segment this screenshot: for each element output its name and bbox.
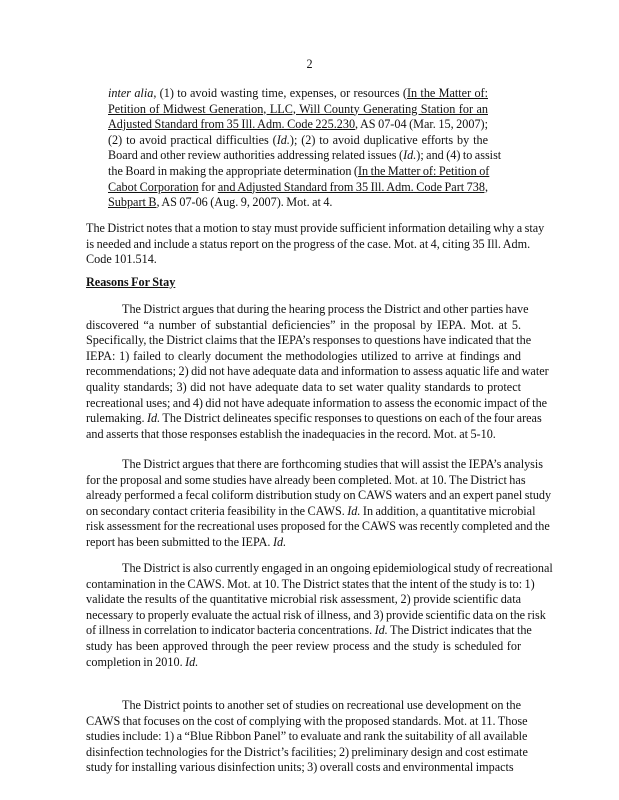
text-line xyxy=(86,535,521,551)
paragraph-cost-studies xyxy=(86,698,528,776)
text-segment: studies include: 1) a “Blue Ribbon Panel” to evaluate and rank the suitability of all available xyxy=(86,729,528,744)
paragraph-epidemiological-study xyxy=(86,561,553,670)
text-segment: Id. xyxy=(185,654,199,669)
text-segment: Id. xyxy=(347,503,361,518)
text-segment: study has been approved through the peer review process and the study is scheduled for xyxy=(86,638,521,653)
text-line xyxy=(108,180,488,196)
text-line xyxy=(86,713,528,730)
text-line xyxy=(86,519,550,535)
text-line xyxy=(86,576,535,593)
text-segment: study for installing various disinfection units; 3) overall costs and environmental impacts xyxy=(86,760,514,775)
text-segment: on secondary contact criteria feasibility in the CAWS. xyxy=(86,503,348,518)
text-line xyxy=(86,221,545,237)
text-segment: of illness in correlation to indicator bacteria concentrations. xyxy=(86,623,375,638)
text-line xyxy=(86,427,521,443)
text-line xyxy=(86,252,521,268)
text-line xyxy=(108,133,488,149)
text-line xyxy=(86,302,529,318)
text-line xyxy=(86,236,531,253)
text-segment: ); (2) to avoid duplicative efforts by the xyxy=(289,132,488,147)
text-segment: contamination in the CAWS. Mot. at 10. The District states that the intent of the study is to: 1) xyxy=(86,576,535,591)
text-segment: IEPA: 1) failed to clearly document the methodologies utilized to arrive at findings and xyxy=(86,348,521,363)
citation-text: Reasons For Stay xyxy=(86,275,176,289)
text-line xyxy=(86,655,521,671)
text-segment: , AS 07-06 (Aug. 9, 2007). Mot. at 4. xyxy=(156,195,333,210)
text-line xyxy=(108,164,488,180)
paragraph-deficiencies xyxy=(86,302,549,442)
text-segment: , (1) to avoid wasting time, expenses, or resources ( xyxy=(153,86,407,100)
text-line xyxy=(86,623,532,639)
text-segment: Id. xyxy=(374,623,388,638)
text-segment: necessary to properly evaluate the actual risk of illness, and 3) provide scientific data on the risk xyxy=(86,607,546,622)
text-segment: The District indicates that the xyxy=(387,623,532,638)
text-line xyxy=(86,318,521,334)
text-segment: the Board in making the appropriate determination ( xyxy=(108,163,358,178)
text-segment: Id. xyxy=(403,148,417,163)
text-segment: The District argues that during the hearing process the District and other parties have xyxy=(122,302,529,316)
text-line xyxy=(108,117,488,133)
text-segment: rulemaking. xyxy=(86,411,147,426)
text-segment: risk assessment for the recreational uses proposed for the CAWS was recently completed and the xyxy=(86,519,550,534)
text-line xyxy=(86,729,528,745)
text-segment: inter alia xyxy=(108,86,154,100)
text-line xyxy=(86,457,544,473)
text-segment: already performed a fecal coliform distribution study on CAWS waters and an expert panel study xyxy=(86,488,552,503)
text-line xyxy=(86,333,532,349)
citation-text: In the Matter of: xyxy=(406,86,488,100)
paragraph-forthcoming-studies xyxy=(86,457,552,551)
text-line xyxy=(86,472,526,489)
paragraph-stay-requirements xyxy=(86,221,545,268)
text-segment: (2) to avoid practical difficulties ( xyxy=(108,132,277,147)
text-line xyxy=(108,195,488,211)
text-line xyxy=(86,395,548,412)
citation-text: In the Matter of: Petition of xyxy=(357,163,490,178)
text-line xyxy=(86,760,521,776)
text-line xyxy=(86,380,521,396)
text-segment: quality standards; 3) did not have adequate data to set water quality standards to protect xyxy=(86,379,521,394)
text-segment: completion in 2010. xyxy=(86,654,186,669)
text-segment: In addition, a quantitative microbial xyxy=(360,503,536,518)
text-segment: validate the results of the quantitative microbial risk assessment, 2) provide scientific data xyxy=(86,592,521,607)
text-line xyxy=(86,275,521,291)
text-segment: Specifically, the District claims that the IEPA’s responses to questions have indicated that the xyxy=(86,333,532,348)
text-line xyxy=(86,561,553,577)
text-segment: CAWS that focuses on the cost of complying with the proposed standards. Mot. at 11. Those xyxy=(86,713,528,728)
text-segment: recommendations; 2) did not have adequate data and information to assess aquatic life and water xyxy=(86,364,549,379)
text-line xyxy=(86,698,521,714)
text-line xyxy=(86,349,521,365)
citation-text: Subpart B xyxy=(108,195,157,210)
text-line xyxy=(86,639,521,655)
text-segment: for xyxy=(198,179,218,194)
text-segment: The District argues that there are forthcoming studies that will assist the IEPA’s analysis xyxy=(122,457,544,471)
text-segment: Board and other review authorities addressing related issues ( xyxy=(108,148,404,163)
text-segment: The District notes that a motion to stay must provide sufficient information detailing why a stay xyxy=(86,221,545,235)
text-segment: Code 101.514. xyxy=(86,252,157,267)
text-segment: discovered “a number of substantial deficiencies” in the proposal by IEPA. Mot. at 5. xyxy=(86,317,521,332)
text-segment: Id. xyxy=(272,534,287,549)
text-line xyxy=(86,503,536,520)
text-segment: Id. xyxy=(147,411,161,426)
citation-text: Petition of Midwest Generation, LLC, Will County Generating Station for an xyxy=(108,101,488,116)
citation-text: Cabot Corporation xyxy=(108,179,199,194)
text-line xyxy=(108,102,488,118)
text-segment: is needed and include a status report on the progress of the case. Mot. at 4, citing 35 Ill. Adm. xyxy=(86,236,531,251)
text-segment: and asserts that those responses establish the inadequacies in the record. Mot. at 5-10. xyxy=(86,426,496,441)
section-heading xyxy=(86,275,521,291)
text-line xyxy=(86,488,552,504)
text-segment: The District points to another set of studies on recreational use development on the xyxy=(122,698,521,712)
page-number: 2 xyxy=(306,57,313,71)
text-line xyxy=(86,411,542,427)
block-quote xyxy=(108,86,502,211)
citation-text: and Adjusted Standard from 35 Ill. Adm. Code Part 738, xyxy=(217,179,488,194)
text-segment: ); and (4) to assist xyxy=(416,148,502,163)
text-segment: disinfection technologies for the District’s facilities; 2) preliminary design and cost estimate xyxy=(86,744,528,759)
text-segment: , AS 07-04 (Mar. 15, 2007); xyxy=(355,117,488,132)
text-line xyxy=(86,744,528,761)
text-line xyxy=(86,592,521,608)
text-line xyxy=(108,148,502,164)
text-segment: report has been submitted to the IEPA. xyxy=(86,534,273,549)
text-segment: Id. xyxy=(276,132,290,147)
text-segment: recreational uses; and 4) did not have adequate information to assess the economic impact of the xyxy=(86,395,548,410)
text-segment: The District delineates specific responses to questions on each of the four areas xyxy=(160,411,542,426)
text-line xyxy=(86,607,546,624)
text-segment: for the proposal and some studies have already been completed. Mot. at 10. The District has xyxy=(86,472,526,487)
text-line xyxy=(108,86,488,102)
text-segment: The District is also currently engaged in an ongoing epidemiological study of recreational xyxy=(122,561,553,575)
text-line xyxy=(86,364,549,380)
citation-text: Adjusted Standard from 35 Ill. Adm. Code 225.230 xyxy=(108,117,356,132)
